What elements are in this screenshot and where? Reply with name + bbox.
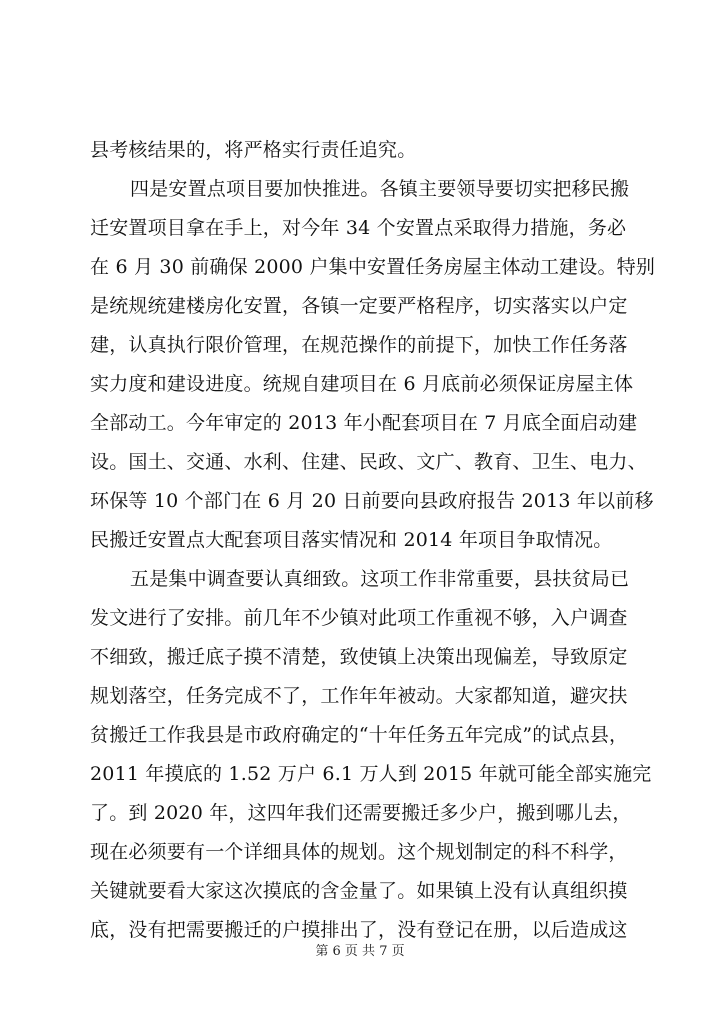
paragraph-line-5: 是统规统建楼房化安置，各镇一定要严格程序，切实落实以户定 (90, 295, 628, 317)
paragraph-line-11: 民搬迁安置点大配套项目落实情况和 2014 年项目争取情况。 (90, 529, 613, 551)
paragraph-line-6: 建，认真执行限价管理，在规范操作的前提下，加快工作任务落 (90, 334, 628, 356)
paragraph-line-15: 规划落空，任务完成不了，工作年年被动。大家都知道，避灾扶 (90, 685, 628, 707)
paragraph-line-2: 四是安置点项目要加快推进。各镇主要领导要切实把移民搬 (130, 178, 630, 200)
paragraph-line-3: 迁安置项目拿在手上，对今年 34 个安置点采取得力措施，务必 (90, 217, 627, 239)
paragraph-line-8: 全部动工。今年审定的 2013 年小配套项目在 7 月底全面启动建 (90, 412, 638, 434)
page-number-footer: 第 6 页 共 7 页 (315, 944, 405, 959)
paragraph-line-18: 了。到 2020 年，这四年我们还需要搬迁多少户，搬到哪儿去， (90, 802, 632, 824)
paragraph-line-21: 底，没有把需要搬迁的户摸排出了，没有登记在册，以后造成这 (90, 919, 628, 941)
paragraph-line-4: 在 6 月 30 前确保 2000 户集中安置任务房屋主体动工建设。特别 (90, 256, 656, 278)
paragraph-line-7: 实力度和建设进度。统规自建项目在 6 月底前必须保证房屋主体 (90, 373, 634, 395)
paragraph-line-17: 2011 年摸底的 1.52 万户 6.1 万人到 2015 年就可能全部实施完 (90, 763, 652, 785)
paragraph-line-9: 设。国土、交通、水利、住建、民政、文广、教育、卫生、电力、 (90, 451, 647, 473)
paragraph-line-13: 发文进行了安排。前几年不少镇对此项工作重视不够，入户调查 (90, 607, 628, 629)
paragraph-line-1: 县考核结果的，将严格实行责任追究。 (90, 139, 417, 161)
paragraph-line-10: 环保等 10 个部门在 6 月 20 日前要向县政府报告 2013 年以前移 (90, 490, 654, 512)
paragraph-line-16: 贫搬迁工作我县是市政府确定的“十年任务五年完成”的试点县， (90, 724, 629, 746)
paragraph-line-19: 现在必须要有一个详细具体的规划。这个规划制定的科不科学， (90, 841, 628, 863)
paragraph-line-20: 关键就要看大家这次摸底的含金量了。如果镇上没有认真组织摸 (90, 880, 628, 902)
paragraph-line-12: 五是集中调查要认真细致。这项工作非常重要，县扶贫局已 (130, 568, 630, 590)
paragraph-line-14: 不细致，搬迁底子摸不清楚，致使镇上决策出现偏差，导致原定 (90, 646, 628, 668)
